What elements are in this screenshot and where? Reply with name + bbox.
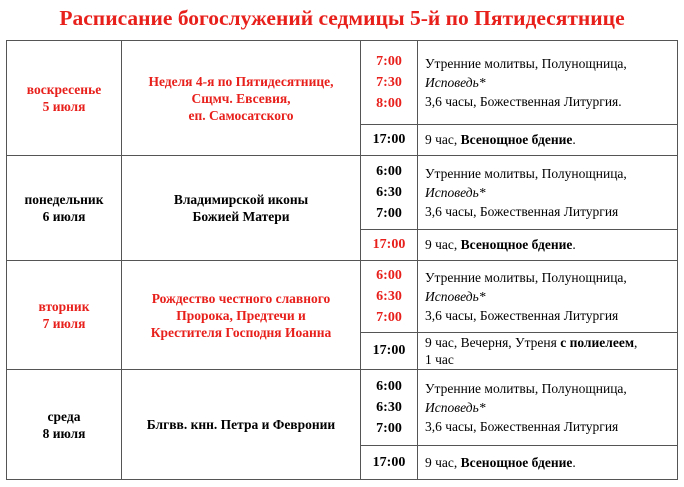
day-cell xyxy=(7,156,122,261)
service-description xyxy=(418,41,678,125)
page-title: Расписание богослужений седмицы 5-й по Пятидесятнице xyxy=(59,6,625,30)
service-time: 7:00 xyxy=(376,310,402,325)
schedule-row-morning xyxy=(7,156,678,230)
time-cell xyxy=(361,41,418,125)
time-cell xyxy=(361,370,418,446)
evening-service: 9 час, Всенощное бдение. xyxy=(418,446,678,480)
schedule-row-morning xyxy=(7,261,678,333)
day-date: 7 июля xyxy=(42,316,86,331)
polyeleos-label: с полиелеем xyxy=(560,335,635,350)
time-cell xyxy=(361,261,418,333)
feast-cell xyxy=(122,156,361,261)
service-time: 6:00 xyxy=(376,164,402,179)
feast-line: Блгвв. кнн. Петра и Февронии xyxy=(146,417,336,432)
service-description xyxy=(418,261,678,333)
service-time: 7:00 xyxy=(376,421,402,436)
service-line: Исповедь* xyxy=(425,400,486,415)
service-line: Утренние молитвы, Полунощница, xyxy=(425,270,627,285)
feast-line: Владимирской иконы xyxy=(173,192,309,207)
service-line: Утренние молитвы, Полунощница, xyxy=(425,166,627,181)
evening-service: 9 час, Всенощное бдение. xyxy=(418,125,678,156)
feast-line: еп. Самосатского xyxy=(188,107,294,123)
service-line: Исповедь* xyxy=(425,289,486,304)
feast-line: Неделя 4-я по Пятидесятнице, xyxy=(148,73,334,89)
service-line: Исповедь* xyxy=(425,75,486,90)
feast-cell xyxy=(122,370,361,480)
service-line: Утренние молитвы, Полунощница, xyxy=(425,56,627,71)
schedule-table xyxy=(6,40,678,480)
service-description xyxy=(418,370,678,446)
feast-line: Пророка, Предтечи и xyxy=(176,307,306,323)
evening-service: 9 час, Всенощное бдение. xyxy=(418,230,678,261)
evening-time: 17:00 xyxy=(361,333,418,370)
service-line: 3,6 часы, Божественная Литургия xyxy=(425,308,619,323)
day-date: 5 июля xyxy=(42,99,86,114)
service-line: 3,6 часы, Божественная Литургия xyxy=(425,419,619,434)
schedule-row-morning xyxy=(7,41,678,125)
evening-time: 17:00 xyxy=(361,125,418,156)
vigil-label: Всенощное бдение xyxy=(460,454,573,470)
service-time: 6:30 xyxy=(376,289,402,304)
service-time: 8:00 xyxy=(376,96,402,111)
day-name: среда xyxy=(47,408,81,424)
day-name: вторник xyxy=(38,299,90,314)
service-time: 6:30 xyxy=(376,400,402,415)
service-line: 3,6 часы, Божественная Литургия. xyxy=(425,94,622,109)
service-time: 7:30 xyxy=(376,75,402,90)
feast-line: Рождество честного славного xyxy=(151,290,331,306)
feast-line: Божией Матери xyxy=(192,209,290,224)
time-cell xyxy=(361,156,418,230)
feast-cell xyxy=(122,41,361,156)
day-cell xyxy=(7,41,122,156)
day-name: воскресенье xyxy=(26,82,102,97)
day-name: понедельник xyxy=(24,192,104,207)
service-line: Исповедь* xyxy=(425,185,486,200)
day-cell xyxy=(7,261,122,370)
feast-line: Сщмч. Евсевия, xyxy=(191,90,291,106)
day-cell xyxy=(7,370,122,480)
service-time: 6:00 xyxy=(376,268,402,283)
service-line: 1 час xyxy=(425,352,454,367)
service-time: 7:00 xyxy=(376,54,402,69)
feast-cell xyxy=(122,261,361,370)
service-description xyxy=(418,156,678,230)
vigil-label: Всенощное бдение xyxy=(460,237,573,252)
service-time: 6:00 xyxy=(376,379,402,394)
service-line: 3,6 часы, Божественная Литургия xyxy=(425,204,619,219)
evening-service: 9 час, Вечерня, Утреня с полиелеем, 1 час xyxy=(418,333,678,370)
evening-time: 17:00 xyxy=(361,446,418,480)
service-line: Утренние молитвы, Полунощница, xyxy=(425,381,627,396)
evening-time: 17:00 xyxy=(361,230,418,261)
service-time: 6:30 xyxy=(376,185,402,200)
vigil-label: Всенощное бдение xyxy=(460,132,573,147)
service-time: 7:00 xyxy=(376,206,402,221)
schedule-row-morning xyxy=(7,370,678,446)
feast-line: Крестителя Господня Иоанна xyxy=(150,324,332,340)
day-date: 6 июля xyxy=(42,209,86,224)
day-date: 8 июля xyxy=(42,425,86,441)
